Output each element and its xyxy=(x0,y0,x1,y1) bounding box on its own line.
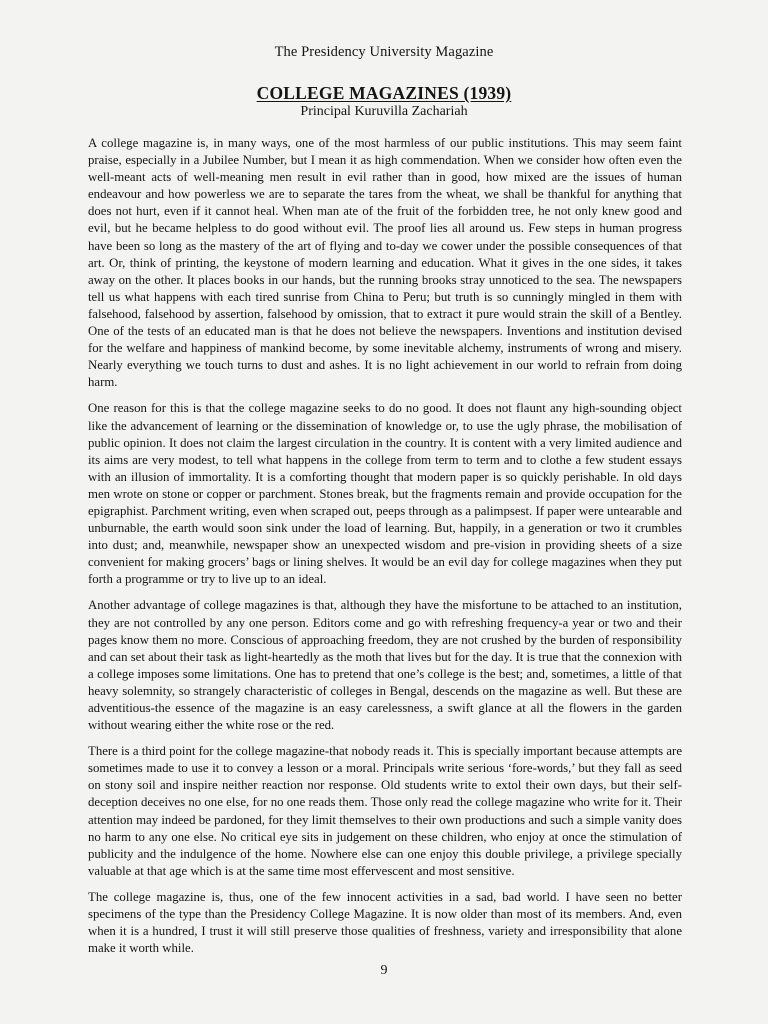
paragraph: Another advantage of college magazines is that, although they have the misfortune to be attached to an institution, they are not controlled by any one person. Editors come and go with refreshing frequency-a year or two and their pages know them no more. Conscious of approaching freedom, they are not crushed by the burden of responsibility and can set about their task as light-heartedly as the moth that lives but for the day. It is true that the connexion with a college imposes some limitations. One has to pretend that one’s college is the best; and, sometimes, a little of that heavy solemnity, so strangely characteristic of colleges in Bengal, descends on the magazine as well. But these are adventitious-the essence of the magazine is an easy carelessness, a swift glance at all the flowers in the garden without wearing either the white rose or the red. xyxy=(88,598,682,733)
article-author: Principal Kuruvilla Zachariah xyxy=(300,104,468,119)
paragraph: One reason for this is that the college magazine seeks to do no good. It does not flaunt any high-sounding object like the advancement of learning or the dissemination of knowledge or, to use the ugly phrase, the mobilisation of public opinion. It does not claim the largest circulation in the country. It is content with a very limited audience and its aims are very modest, to tell what happens in the college from term to term and to clothe a few student essays with an illusion of immortality. It is a comforting thought that modern paper is so quickly perishable. In old days men wrote on stone or copper or parchment. Stones break, but the fragments remain and provide occupation for the epigraphist. Parchment writing, even when scraped out, peeps through as a palimpsest. If paper were untearable and unburnable, the earth would soon sink under the load of learning. But, happily, in a generation or two it crumbles into dust; and, meanwhile, newspaper show an unexpected wisdom and pre-vision in providing sheets of a size convenient for making grocers’ bags or lining shelves. It would be an evil day for college magazines when they put forth a programme or try to live up to an ideal. xyxy=(88,401,682,587)
paragraph: There is a third point for the college magazine-that nobody reads it. This is specially important because attempts are sometimes made to use it to convey a lesson or a moral. Principals write serious ‘fore-words,’ but they fall as seed on stony soil and inspire neither reaction nor response. Old students write to extol their own days, but their self-deception deceives no one else, for no one reads them. Those only read the college magazine who write for it. Their attention may indeed be pardoned, for they limit themselves to their own productions and such a simple vanity does no harm to any one else. No critical eye sits in judgement on these children, who enjoy at once the stimulation of publicity and the indulgence of the home. Nowhere else can one enjoy this double privilege, a privilege specially valuable at that age which is at the same time most effervescent and most sensitive. xyxy=(88,744,682,878)
article-body xyxy=(88,135,682,966)
paragraph: A college magazine is, in many ways, one of the most harmless of our public institutions. This may seem faint praise, especially in a Jubilee Number, but I mean it as high commendation. When we consider how often even the well-meant acts of well-meaning men result in evil rather than in good, how mixed are the issues of human endeavour and how powerless we are to separate the tares from the wheat, we shall be thankful for anything that does not hurt, even if it cannot heal. When man ate of the fruit of the forbidden tree, he not only knew good and evil, but he became helpless to do good without evil. The proof lies all around us. Few steps in human progress have been so long as the mastery of the art of flying and to-day we cower under the possible consequences of that art. Or, think of printing, the keystone of modern learning and education. What it gives in the one sides, it takes away on the other. It places books in our hands, but the running brooks stray unnoticed to the sea. The newspapers tell us what happens with each tired sunrise from China to Peru; but truth is so cunningly mingled in them with falsehood, falsehood by assertion, falsehood by omission, that to extract it pure would strain the skill of a Bentley. One of the tests of an educated man is that he does not believe the newspapers. Inventions and institution devised for the welfare and happiness of mankind become, by some inevitable alchemy, instruments of wrong and misery. Nearly everything we touch turns to dust and ashes. It is no light achievement in our world to refrain from doing harm. xyxy=(88,136,682,390)
running-head: The Presidency University Magazine xyxy=(274,44,494,60)
article-title: COLLEGE MAGAZINES (1939) xyxy=(256,83,512,103)
paragraph: The college magazine is, thus, one of the few innocent activities in a sad, bad world. I have seen no better specimens of the type than the Presidency College Magazine. It is now older than most of its members. And, even when it is a hundred, I trust it will still preserve those qualities of freshness, variety and irresponsibility that alone make it worth while. xyxy=(88,889,682,956)
page-number: 9 xyxy=(380,963,388,978)
